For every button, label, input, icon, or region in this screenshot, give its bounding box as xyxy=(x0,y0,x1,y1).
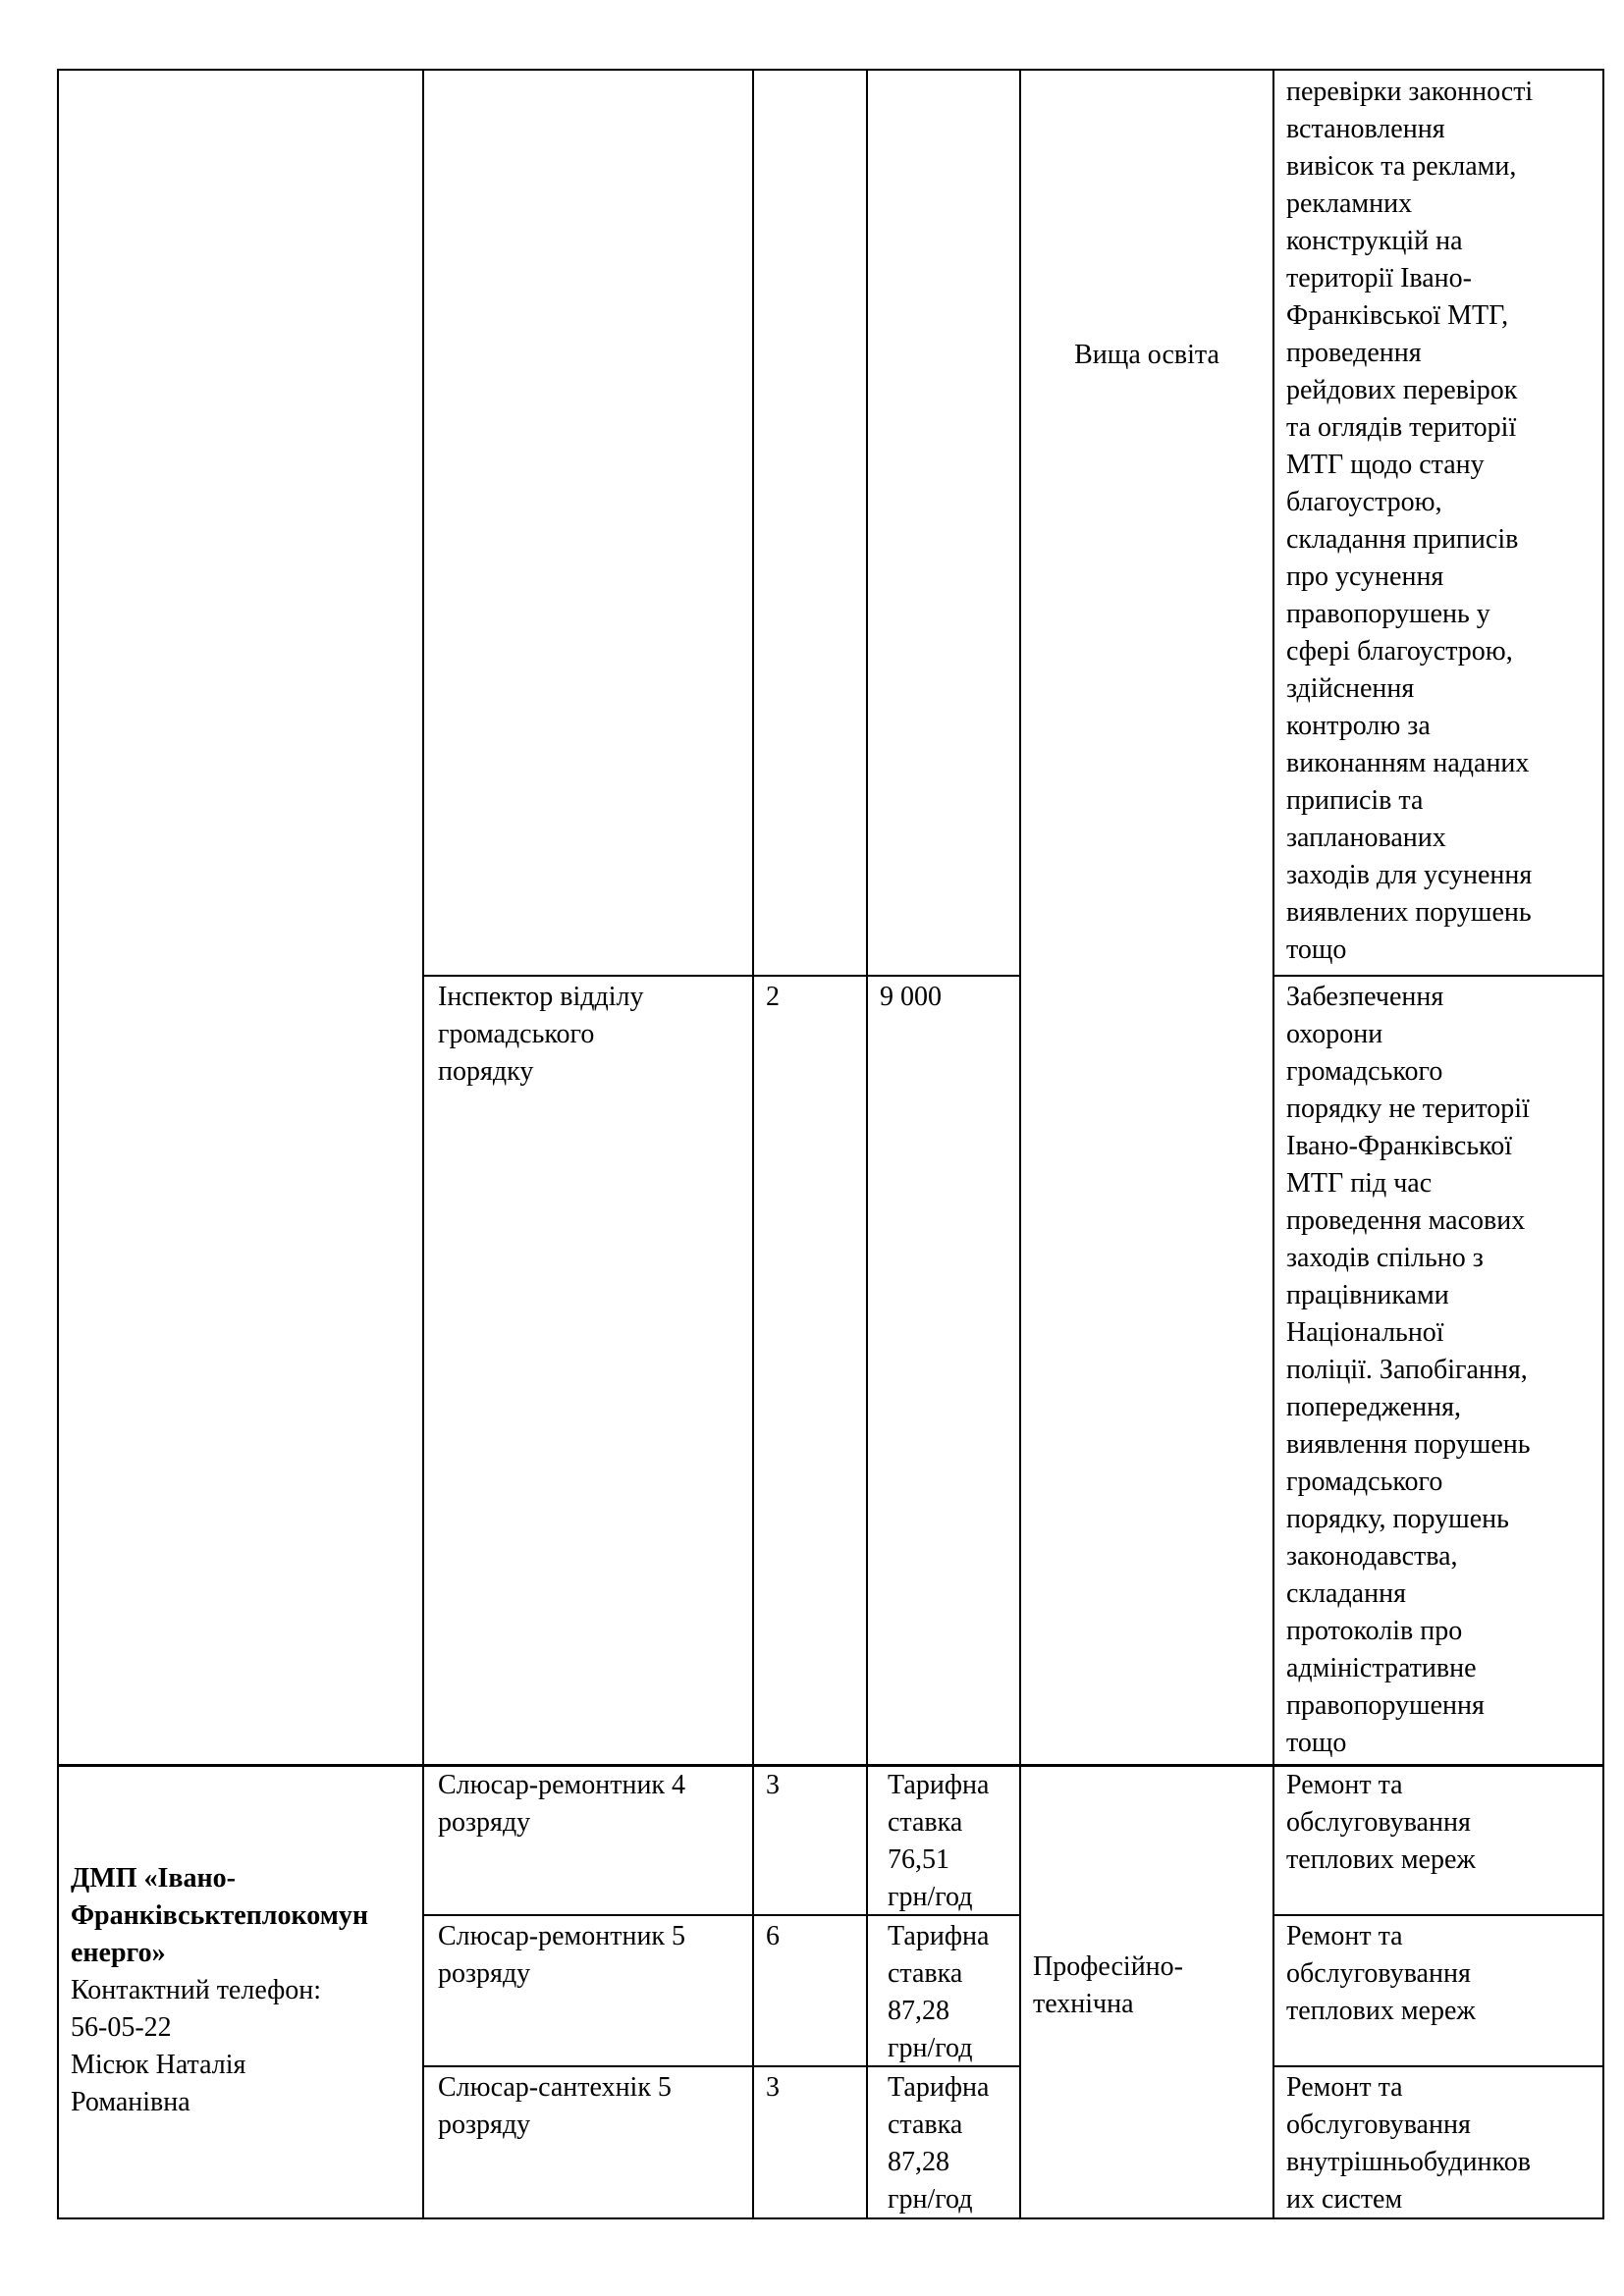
duties-line: адміністративне xyxy=(1286,1653,1477,1683)
count-value: 2 xyxy=(766,982,780,1012)
duties-line: внутрішньобудинков xyxy=(1286,2147,1531,2177)
salary-line: ставка xyxy=(888,2109,963,2140)
employer-contact-line: Контактний телефон: xyxy=(71,1975,322,2005)
duties-line: громадського xyxy=(1286,1056,1443,1087)
salary-line: 76,51 xyxy=(888,1844,949,1875)
duties-line: про усунення xyxy=(1286,561,1444,592)
col-border-4 xyxy=(1019,69,1021,2219)
education-line: Професійно- xyxy=(1033,1951,1183,1982)
duties-line: рейдових перевірок xyxy=(1286,375,1518,405)
duties-line: встановлення xyxy=(1286,114,1445,144)
position-row-2 xyxy=(438,1918,750,1993)
position-line: Слюсар-сантехнік 5 xyxy=(438,2072,672,2103)
duties-line: их систем xyxy=(1286,2184,1403,2215)
col-border-1 xyxy=(422,69,424,2219)
salary-line: 87,28 xyxy=(888,2147,949,2177)
position-row-3 xyxy=(438,2069,750,2144)
count-inspector xyxy=(766,979,864,1016)
col-border-2 xyxy=(752,69,754,2219)
position-line: Слюсар-ремонтник 4 xyxy=(438,1770,686,1800)
duties-line: обслуговування xyxy=(1286,2109,1471,2140)
col-border-right xyxy=(1602,69,1604,2219)
salary-row-1 xyxy=(888,1767,1017,1916)
row-divider-r2-duties xyxy=(1272,2065,1604,2067)
duties-line: теплових мереж xyxy=(1286,1844,1476,1875)
duties-line: рекламних xyxy=(1286,188,1413,219)
duties-line: громадського xyxy=(1286,1467,1443,1497)
duties-line: Івано-Франківської xyxy=(1286,1131,1513,1161)
duties-row-2 xyxy=(1286,1918,1600,2030)
duties-line: складання xyxy=(1286,1578,1406,1609)
duties-line: виявлених порушень xyxy=(1286,897,1532,928)
position-line: Слюсар-ремонтник 5 xyxy=(438,1921,686,1951)
duties-line: складання приписів xyxy=(1286,524,1519,555)
employer-name-line: ДМП «Івано- xyxy=(71,1863,236,1894)
duties-line: приписів та xyxy=(1286,785,1424,816)
duties-line: попередження, xyxy=(1286,1392,1461,1422)
duties-row-1 xyxy=(1286,1767,1600,1879)
col-border-5 xyxy=(1272,69,1274,2219)
position-line: громадського xyxy=(438,1019,595,1049)
duties-line: теплових мереж xyxy=(1286,1996,1476,2026)
duties-line: та оглядів території xyxy=(1286,412,1517,443)
duties-line: Ремонт та xyxy=(1286,1921,1403,1951)
salary-value: 9 000 xyxy=(880,982,942,1012)
position-line: Інспектор відділу xyxy=(438,982,644,1012)
duties-line: виконанням наданих xyxy=(1286,748,1530,778)
duties-line: працівниками xyxy=(1286,1280,1449,1310)
duties-line: території Івано- xyxy=(1286,263,1472,294)
count-value: 3 xyxy=(766,2072,780,2103)
salary-line: Тарифна xyxy=(888,1770,990,1800)
duties-line: конструкцій на xyxy=(1286,226,1463,256)
education-higher xyxy=(1021,337,1272,374)
salary-line: 87,28 xyxy=(888,1996,949,2026)
employer-phone: 56-05-22 xyxy=(71,2012,172,2043)
employer-contact-person: Романівна xyxy=(71,2087,190,2117)
salary-line: грн/год xyxy=(888,2184,973,2215)
col-border-3 xyxy=(866,69,868,2219)
duties-line: поліції. Запобігання, xyxy=(1286,1355,1528,1385)
education-vocational xyxy=(1033,1949,1269,2023)
duties-line: перевірки законності xyxy=(1286,77,1534,107)
position-line: розряду xyxy=(438,1958,531,1989)
salary-line: грн/год xyxy=(888,2033,973,2063)
salary-row-2 xyxy=(888,1918,1017,2067)
duties-line: проведення масових xyxy=(1286,1205,1526,1236)
position-line: порядку xyxy=(438,1056,534,1087)
duties-line: запланованих xyxy=(1286,823,1446,853)
table-top-border xyxy=(57,69,1604,71)
duties-line: охорони xyxy=(1286,1019,1383,1049)
salary-line: ставка xyxy=(888,1807,963,1838)
duties-line: обслуговування xyxy=(1286,1958,1471,1989)
col-border-left xyxy=(57,69,59,2219)
duties-line: законодавства, xyxy=(1286,1541,1458,1572)
duties-line: заходів для усунення xyxy=(1286,860,1533,890)
duties-inspector xyxy=(1286,979,1600,1762)
count-row-1 xyxy=(766,1767,864,1804)
row-divider-left xyxy=(422,975,1019,977)
salary-row-3 xyxy=(888,2069,1017,2218)
education-line: технічна xyxy=(1033,1989,1134,2019)
position-line: розряду xyxy=(438,2109,531,2140)
duties-line: благоустрою, xyxy=(1286,487,1442,517)
duties-line: тощо xyxy=(1286,1728,1347,1758)
employer-name-line: енерго» xyxy=(71,1938,166,1968)
salary-line: Тарифна xyxy=(888,1921,990,1951)
position-line: розряду xyxy=(438,1807,531,1838)
duties-line: виявлення порушень xyxy=(1286,1429,1531,1460)
duties-line: правопорушення xyxy=(1286,1690,1485,1721)
duties-row-3 xyxy=(1286,2069,1600,2218)
duties-line: порядку, порушень xyxy=(1286,1504,1509,1534)
employer-name-line: Франківськтеплокомун xyxy=(71,1900,368,1931)
duties-line: порядку не території xyxy=(1286,1094,1530,1124)
duties-line: здійснення xyxy=(1286,673,1415,704)
duties-line: Ремонт та xyxy=(1286,2072,1403,2103)
duties-line: проведення xyxy=(1286,338,1422,368)
employer-contact-person: Місюк Наталія xyxy=(71,2050,246,2080)
duties-line: Ремонт та xyxy=(1286,1770,1403,1800)
salary-line: ставка xyxy=(888,1958,963,1989)
duties-line: МТГ щодо стану xyxy=(1286,450,1485,480)
count-value: 6 xyxy=(766,1921,780,1951)
duties-line: МТГ під час xyxy=(1286,1168,1433,1199)
education-higher-text: Вища освіта xyxy=(1074,340,1219,370)
duties-line: обслуговування xyxy=(1286,1807,1471,1838)
salary-line: грн/год xyxy=(888,1882,973,1912)
duties-line: правопорушень у xyxy=(1286,599,1490,629)
count-value: 3 xyxy=(766,1770,780,1800)
duties-line: Національної xyxy=(1286,1317,1444,1348)
duties-line: заходів спільно з xyxy=(1286,1243,1484,1273)
duties-line: контролю за xyxy=(1286,711,1431,741)
row-divider-duties xyxy=(1272,975,1604,977)
row-divider-r1-duties xyxy=(1272,1914,1604,1916)
employer-info xyxy=(71,1860,420,2121)
duties-line: вивісок та реклами, xyxy=(1286,151,1517,182)
salary-line: Тарифна xyxy=(888,2072,990,2103)
duties-line: протоколів про xyxy=(1286,1616,1463,1646)
count-row-2 xyxy=(766,1918,864,1955)
position-inspector xyxy=(438,979,750,1091)
duties-line: Забезпечення xyxy=(1286,982,1444,1012)
duties-line: сфері благоустрою, xyxy=(1286,636,1513,667)
salary-inspector xyxy=(880,979,1017,1016)
count-row-3 xyxy=(766,2069,864,2107)
duties-line: Франківської МТГ, xyxy=(1286,300,1509,331)
duties-inspection xyxy=(1286,74,1600,969)
position-row-1 xyxy=(438,1767,750,1842)
duties-line: тощо xyxy=(1286,934,1347,965)
